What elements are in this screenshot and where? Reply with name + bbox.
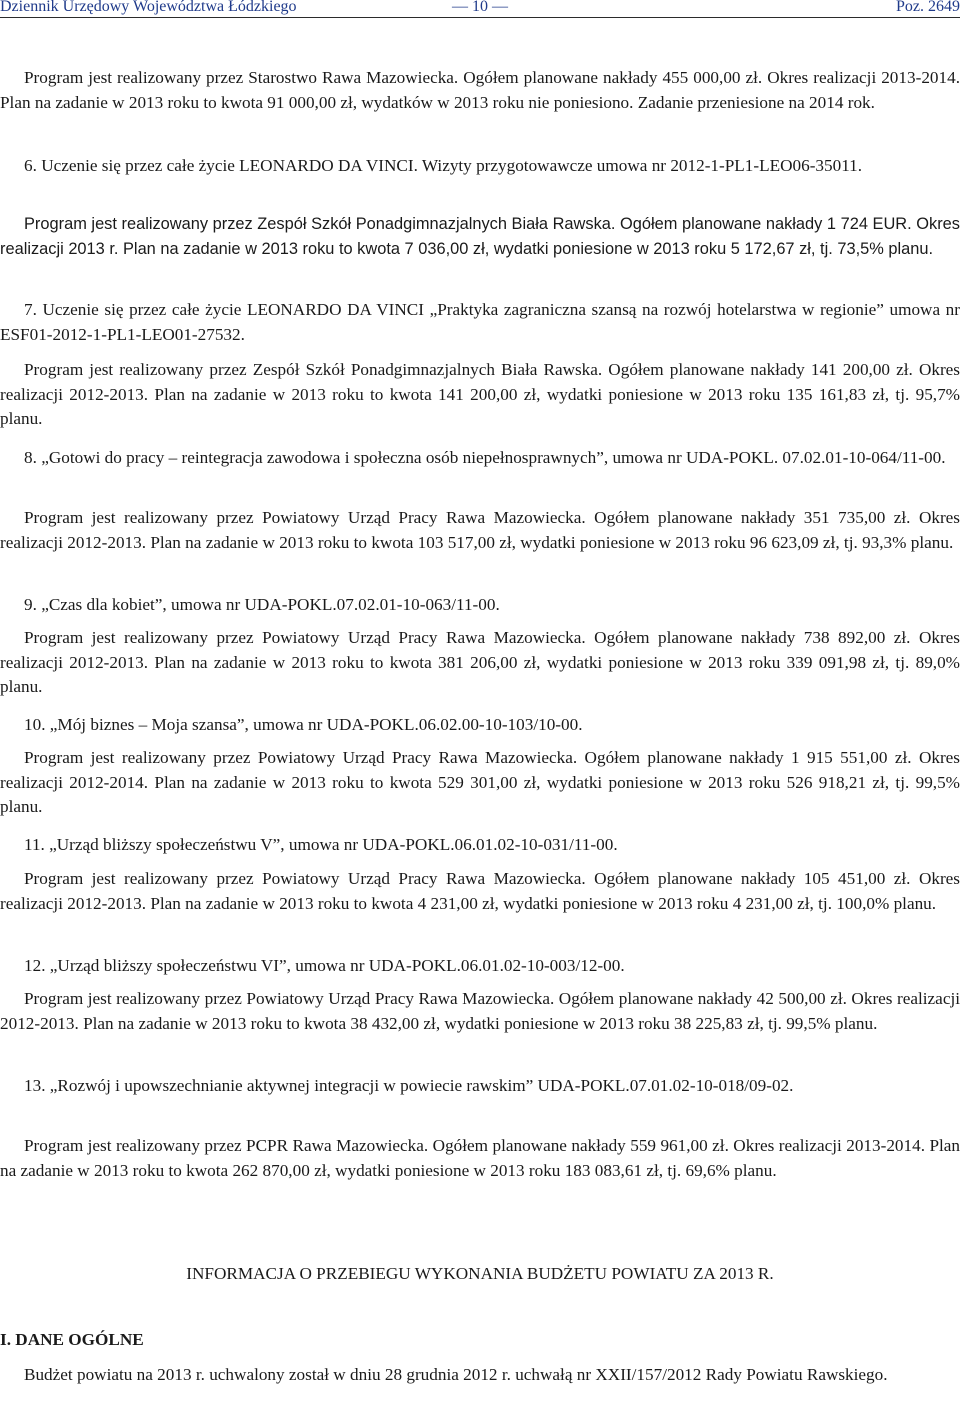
paragraph: 8. „Gotowi do pracy – reintegracja zawodowa i społeczna osób niepełnosprawnych”, umowa nr UDA-POKL. 07.02.01-10-064/11-00. [24, 448, 946, 467]
paragraph: Program jest realizowany przez Starostwo Rawa Mazowiecka. Ogółem planowane nakłady 455 000,00 zł. Okres realizacji 2013-2014. Plan na zadanie w 2013 roku to kwota 91 000,00 zł, wydatków w 2013 roku nie poniesiono. Zadanie przeniesione na 2014 rok. [0, 68, 960, 112]
journal-title: Dziennik Urzędowy Województwa Łódzkiego [0, 0, 297, 15]
position-number: Poz. 2649 [896, 0, 960, 15]
paragraph: Program jest realizowany przez Powiatowy Urząd Pracy Rawa Mazowiecka. Ogółem planowane nakłady 738 892,00 zł. Okres realizacji 2012-2013. Plan na zadanie w 2013 roku to kwota 381 206,00 zł, wydatki poniesione w 2013 roku 339 091,98 zł, tj. 89,0% planu. [0, 628, 960, 697]
subsection-heading: I. DANE OGÓLNE [0, 1330, 144, 1349]
paragraph: Program jest realizowany przez Powiatowy Urząd Pracy Rawa Mazowiecka. Ogółem planowane nakłady 1 915 551,00 zł. Okres realizacji 2012-2014. Plan na zadanie w 2013 roku to kwota 529 301,00 zł, wydatki poniesione w 2013 roku 526 918,21 zł, tj. 99,5% planu. [0, 748, 960, 817]
paragraph: 12. „Urząd bliższy społeczeństwu VI”, umowa nr UDA-POKL.06.01.02-10-003/12-00. [24, 956, 625, 975]
page-number: — 10 — [452, 0, 508, 15]
paragraph: 11. „Urząd bliższy społeczeństwu V”, umowa nr UDA-POKL.06.01.02-10-031/11-00. [24, 835, 618, 854]
paragraph: Budżet powiatu na 2013 r. uchwalony został w dniu 28 grudnia 2012 r. uchwałą nr XXII/157/2012 Rady Powiatu Rawskiego. [24, 1365, 888, 1384]
paragraph: 6. Uczenie się przez całe życie LEONARDO DA VINCI. Wizyty przygotowawcze umowa nr 2012-1-PL1-LEO06-35011. [24, 156, 863, 175]
running-header [0, 0, 960, 14]
header-rule [0, 17, 960, 18]
paragraph: Program jest realizowany przez Powiatowy Urząd Pracy Rawa Mazowiecka. Ogółem planowane nakłady 351 735,00 zł. Okres realizacji 2012-2013. Plan na zadanie w 2013 roku to kwota 103 517,00 zł, wydatki poniesione w 2013 roku 96 623,09 zł, tj. 93,3% planu. [0, 508, 960, 552]
paragraph: 7. Uczenie się przez całe życie LEONARDO DA VINCI „Praktyka zagraniczna szansą na rozwój hotelarstwa w regionie” umowa nr ESF01-2012-1-PL1-LEO01-27532. [0, 300, 960, 344]
section-heading: INFORMACJA O PRZEBIEGU WYKONANIA BUDŻETU POWIATU ZA 2013 R. [186, 1264, 774, 1283]
paragraph: Program jest realizowany przez Zespół Szkół Ponadgimnazjalnych Biała Rawska. Ogółem planowane nakłady 1 724 EUR. Okres realizacji 2013 r. Plan na zadanie w 2013 roku to kwota 7 036,00 zł, wydatki poniesione w 2013 roku 5 172,67 zł, tj. 73,5% planu. [0, 215, 960, 258]
paragraph: 10. „Mój biznes – Moja szansa”, umowa nr UDA-POKL.06.02.00-10-103/10-00. [24, 715, 583, 734]
paragraph: 9. „Czas dla kobiet”, umowa nr UDA-POKL.07.02.01-10-063/11-00. [24, 595, 500, 614]
paragraph: Program jest realizowany przez Powiatowy Urząd Pracy Rawa Mazowiecka. Ogółem planowane nakłady 42 500,00 zł. Okres realizacji 2012-2013. Plan na zadanie w 2013 roku to kwota 38 432,00 zł, wydatki poniesione w 2013 roku 38 225,83 zł, tj. 99,5% planu. [0, 989, 960, 1033]
paragraph: Program jest realizowany przez Zespół Szkół Ponadgimnazjalnych Biała Rawska. Ogółem planowane nakłady 141 200,00 zł. Okres realizacji 2012-2013. Plan na zadanie w 2013 roku to kwota 141 200,00 zł, wydatki poniesione w 2013 roku 135 161,83 zł, tj. 95,7% planu. [0, 360, 960, 429]
paragraph: Program jest realizowany przez Powiatowy Urząd Pracy Rawa Mazowiecka. Ogółem planowane nakłady 105 451,00 zł. Okres realizacji 2012-2013. Plan na zadanie w 2013 roku to kwota 4 231,00 zł, wydatki poniesione w 2013 roku 4 231,00 zł, tj. 100,0% planu. [0, 869, 960, 913]
paragraph: 13. „Rozwój i upowszechnianie aktywnej integracji w powiecie rawskim” UDA-POKL.07.01.02-10-018/09-02. [24, 1076, 794, 1095]
paragraph: Program jest realizowany przez PCPR Rawa Mazowiecka. Ogółem planowane nakłady 559 961,00 zł. Okres realizacji 2013-2014. Plan na zadanie w 2013 roku to kwota 262 870,00 zł, wydatki poniesione w 2013 roku 183 083,61 zł, tj. 69,6% planu. [0, 1136, 960, 1180]
